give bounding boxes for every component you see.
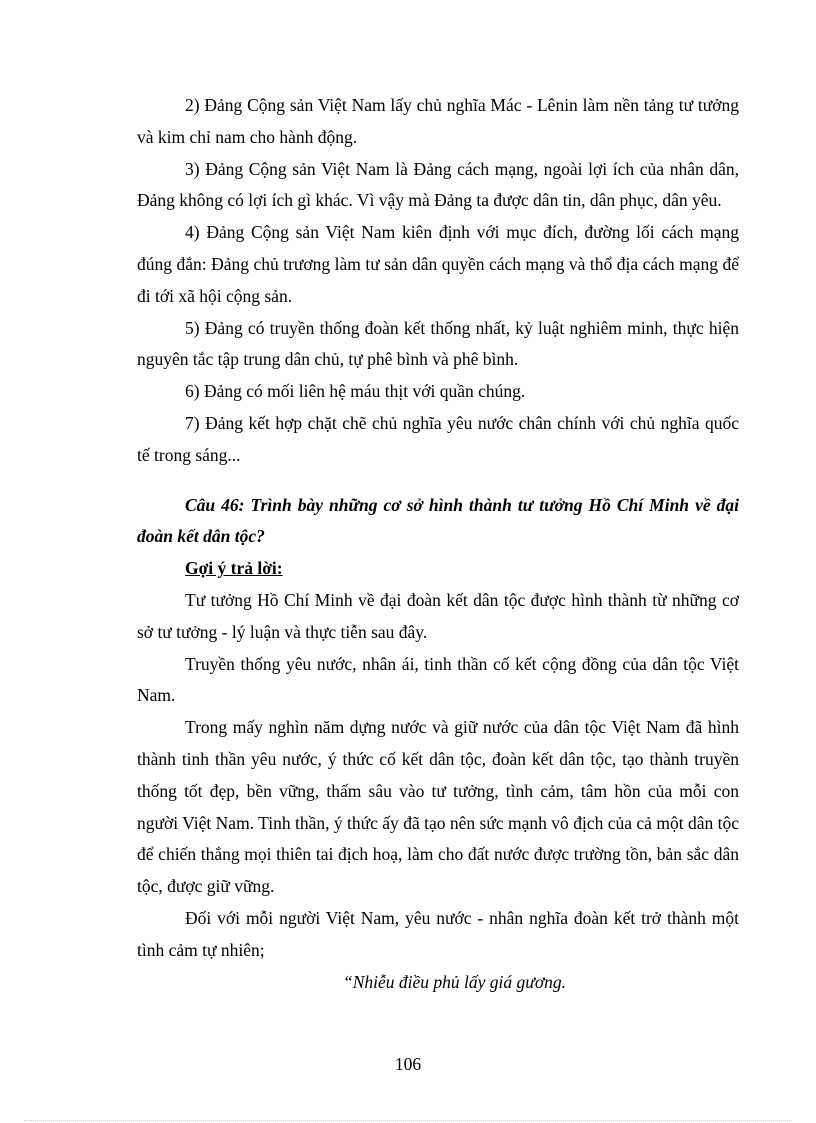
page-bottom-divider bbox=[24, 1120, 792, 1121]
page-number: 106 bbox=[394, 1054, 422, 1074]
paragraph-point-6: 6) Đảng có mối liên hệ máu thịt với quần chúng. bbox=[185, 381, 526, 402]
question-heading: Câu 46: Trình bày những cơ sở hình thành tư tưởng Hồ Chí Minh về đại đoàn kết dân tộc? bbox=[137, 494, 739, 547]
paragraph-point-7: 7) Đảng kết hợp chặt chẽ chủ nghĩa yêu nước chân chính với chủ nghĩa quốc tế trong sáng... bbox=[137, 412, 739, 465]
paragraph-point-2: 2) Đảng Cộng sản Việt Nam lấy chủ nghĩa Mác - Lênin làm nền tảng tư tưởng và kim chỉ nam cho hành động. bbox=[137, 95, 739, 147]
paragraph-tradition: Truyền thống yêu nước, nhân ái, tinh thần cố kết cộng đồng của dân tộc Việt Nam. bbox=[137, 653, 739, 706]
paragraph-point-3: 3) Đảng Cộng sản Việt Nam là Đảng cách mạng, ngoài lợi ích của nhân dân, Đảng không có lợi ích gì khác. Vì vậy mà Đảng ta được dân tin, dân phục, dân yêu. bbox=[137, 158, 739, 211]
paragraph-point-4: 4) Đảng Cộng sản Việt Nam kiên định với mục đích, đường lối cách mạng đúng đắn: Đảng chủ trương làm tư sản dân quyền cách mạng và thổ địa cách mạng để đi tới xã hội cộng sản. bbox=[137, 222, 739, 306]
answer-label: Gợi ý trả lời: bbox=[185, 558, 283, 579]
paragraph-answer-intro: Tư tưởng Hồ Chí Minh về đại đoàn kết dân tộc được hình thành từ những cơ sở tư tưởng - lý luận và thực tiễn sau đây. bbox=[137, 589, 739, 642]
poem-line: “Nhiễu điều phủ lấy giá gương. bbox=[343, 971, 567, 992]
paragraph-feeling: Đối với mỗi người Việt Nam, yêu nước - nhân nghĩa đoàn kết trở thành một tình cảm tự nhiên; bbox=[137, 907, 739, 960]
paragraph-point-5: 5) Đảng có truyền thống đoàn kết thống nhất, kỷ luật nghiêm minh, thực hiện nguyên tắc tập trung dân chủ, tự phê bình và phê bình. bbox=[137, 317, 739, 370]
paragraph-history: Trong mấy nghìn năm dựng nước và giữ nước của dân tộc Việt Nam đã hình thành tinh thần yêu nước, ý thức cố kết dân tộc, đoàn kết dân tộc, tạo thành truyền thống tốt đẹp, bền vững, thấm sâu vào tư tưởng, tình cảm, tâm hồn của mỗi con người Việt Nam. Tinh thần, ý thức ấy đã tạo nên sức mạnh vô địch của cả một dân tộc để chiến thắng mọi thiên tai địch hoạ, làm cho đất nước được trường tồn, bản sắc dân tộc, được giữ vững. bbox=[137, 717, 739, 897]
body-text bbox=[137, 90, 739, 998]
